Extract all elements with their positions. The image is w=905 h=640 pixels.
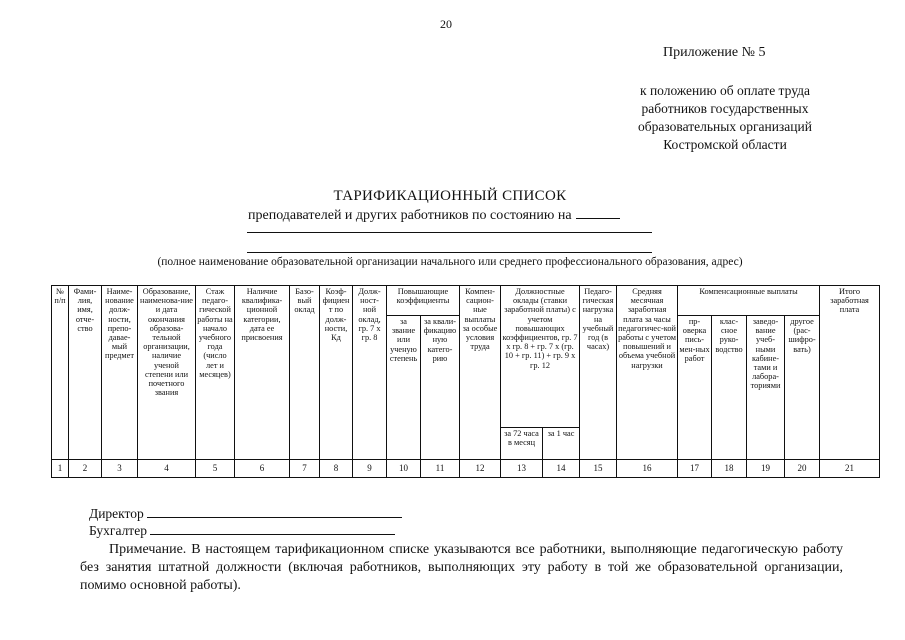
column-number: 4: [138, 460, 196, 478]
document-title: ТАРИФИКАЦИОННЫЙ СПИСОК: [333, 188, 567, 204]
header-cell: за звание или ученую степень: [387, 316, 421, 460]
header-cell: заведо-вание учеб-ными кабине-тами и лабора-ториями: [747, 316, 785, 460]
header-cell: Стаж педаго-гической работы на начало учебного года (число лет и месяцев): [196, 286, 235, 460]
column-number: 19: [747, 460, 785, 478]
header-cell: Повышающие коэффициенты: [387, 286, 460, 316]
regulation-line: работников государственных: [641, 101, 809, 116]
header-cell: Компен-сацион-ные выплаты за особые условия труда: [460, 286, 501, 460]
header-cell: другое (рас-шифро-вать): [785, 316, 820, 460]
regulation-line: Костромской области: [663, 137, 787, 152]
header-cell: Должностные оклады (ставки заработной платы) с учетом повышающих коэффициентов, гр. 7 x гр. 8 + гр. 7 x (гр. 10 + гр. 11) + гр. 9 x гр. 12: [501, 286, 580, 428]
header-cell: за 72 часа в месяц: [501, 428, 543, 460]
director-signature: [89, 506, 402, 522]
header-cell: за квали-фикацию ную катего-рию: [421, 316, 460, 460]
column-number: 2: [69, 460, 102, 478]
column-number: 21: [820, 460, 880, 478]
header-cell: пр-оверка пись-мен-ных работ: [678, 316, 712, 460]
appendix-label: Приложение № 5: [663, 45, 766, 60]
column-number: 9: [353, 460, 387, 478]
header-cell: Педаго-гическая нагрузка на учебный год (в часах): [580, 286, 617, 460]
column-number: 1: [52, 460, 69, 478]
header-cell: Наиме-нование долж-ности, препо-давае-мый предмет: [102, 286, 138, 460]
header-cell: Коэф-фициен т по долж-ности, Кд: [320, 286, 353, 460]
column-number: 16: [617, 460, 678, 478]
column-number: 14: [543, 460, 580, 478]
header-cell: Компенсационные выплаты: [678, 286, 820, 316]
accountant-label: Бухгалтер: [89, 523, 147, 538]
header-cell: Долж-ност-ной оклад, гр. 7 x гр. 8: [353, 286, 387, 460]
regulation-reference: [590, 82, 860, 154]
column-number: 15: [580, 460, 617, 478]
page-number: 20: [440, 17, 452, 31]
header-cell: Итого заработная плата: [820, 286, 880, 460]
header-cell: Базо-вый оклад: [290, 286, 320, 460]
column-number: 3: [102, 460, 138, 478]
tariff-table: [51, 285, 880, 478]
regulation-line: к положению об оплате труда: [640, 83, 810, 98]
column-number: 18: [712, 460, 747, 478]
regulation-line: образовательных организаций: [638, 119, 812, 134]
header-cell: клас-сное руко-водство: [712, 316, 747, 460]
note-paragraph: Примечание. В настоящем тарификационном списке указываются все работники, выполняющие педагогическую работу без занятия штатной должности (включая работников, выполняющих эту работу в той же образовательной организации, помимо основной работы).: [80, 542, 843, 593]
signature-line: [147, 506, 402, 518]
header-cell: Образование, наименова-ние и дата окончания образова-тельной организации, наличие ученой степени или почетного звания: [138, 286, 196, 460]
header-cell: Фами-лия, имя, отче-ство: [69, 286, 102, 460]
column-number: 17: [678, 460, 712, 478]
organization-name-line: [247, 232, 652, 233]
column-number: 12: [460, 460, 501, 478]
column-number: 8: [320, 460, 353, 478]
column-number: 5: [196, 460, 235, 478]
date-blank-line: [576, 206, 620, 219]
column-number: 20: [785, 460, 820, 478]
column-number: 11: [421, 460, 460, 478]
header-cell: Средняя месячная заработная плата за часы педагогичес-кой работы с учетом повышений и объема учебной нагрузки: [617, 286, 678, 460]
header-cell: за 1 час: [543, 428, 580, 460]
column-number: 13: [501, 460, 543, 478]
document-subtitle: [248, 206, 620, 224]
header-cell: № п/п: [52, 286, 69, 460]
subtitle-text: преподавателей и других работников по состоянию на: [248, 208, 572, 223]
column-number: 6: [235, 460, 290, 478]
signature-line: [150, 523, 395, 535]
organization-name-line: [247, 252, 652, 253]
director-label: Директор: [89, 506, 144, 521]
accountant-signature: [89, 523, 395, 539]
header-cell: Наличие квалифика-ционной категории, дата ее присвоения: [235, 286, 290, 460]
organization-caption: (полное наименование образовательной организации начального или среднего профессионального образования, адрес): [157, 256, 743, 268]
column-number: 10: [387, 460, 421, 478]
column-number: 7: [290, 460, 320, 478]
